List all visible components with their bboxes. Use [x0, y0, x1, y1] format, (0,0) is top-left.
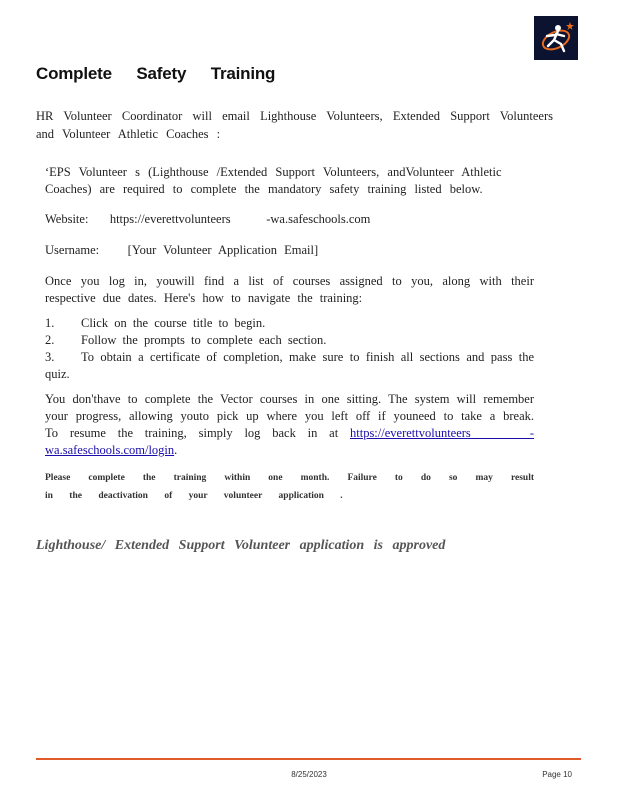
username-value: [Your Volunteer Application Email]	[127, 243, 319, 257]
step-number: 3.	[45, 350, 55, 364]
username-line	[45, 242, 534, 259]
step-number: 1.	[45, 316, 55, 330]
step-text: Follow the prompts to complete each section.	[81, 333, 327, 347]
section-subheading: Lighthouse/ Extended Support Volunteer application is approved	[36, 538, 446, 553]
training-instructions	[45, 164, 534, 505]
list-item	[45, 332, 534, 349]
step-text: To obtain a certificate of completion, make sure to finish all sections and pass the quiz.	[45, 350, 534, 381]
username-label: Username:	[45, 243, 100, 257]
footer-date: 8/25/2023	[291, 770, 327, 779]
vector-period: .	[174, 443, 178, 457]
lighthouse-runner-logo-icon	[534, 16, 578, 60]
step-text: Click on the course title to begin.	[81, 316, 266, 330]
page-title: Complete Safety Training	[36, 64, 276, 83]
vector-text: You don'thave to complete the Vector courses in one sitting. The system will remember your progress, allowing youto pick up where you left off if youneed to take a break. To resume the training, simply log back in at	[45, 392, 534, 440]
organization-logo	[534, 16, 578, 60]
footer-divider	[36, 758, 581, 760]
website-label: Website:	[45, 212, 89, 226]
login-link[interactable]: https://everettvolunteers -wa.safeschools.com/login	[45, 426, 534, 457]
step-number: 2.	[45, 333, 55, 347]
vector-courses-text	[45, 391, 534, 459]
steps-list	[45, 315, 534, 383]
website-line	[45, 211, 534, 228]
list-item	[45, 315, 534, 332]
footer-page-number: Page 10	[542, 770, 572, 779]
website-value: https://everettvolunteers -wa.safeschools.com	[109, 212, 371, 226]
deactivation-note: Please complete the training within one month. Failure to do so may result in the deactivation of your volunteer application .	[45, 473, 534, 501]
intro-paragraph: HR Volunteer Coordinator will email Lighthouse Volunteers, Extended Support Volunteers and Volunteer Athletic Coaches :	[36, 109, 553, 141]
list-item	[45, 349, 534, 383]
login-intro-text: Once you log in, youwill find a list of courses assigned to you, along with their respective due dates. Here's how to navigate the training:	[45, 274, 534, 305]
eps-requirement-text: ‘EPS Volunteer s (Lighthouse /Extended Support Volunteers, andVolunteer Athletic Coaches) are required to complete the mandatory safety training listed below.	[45, 165, 502, 196]
